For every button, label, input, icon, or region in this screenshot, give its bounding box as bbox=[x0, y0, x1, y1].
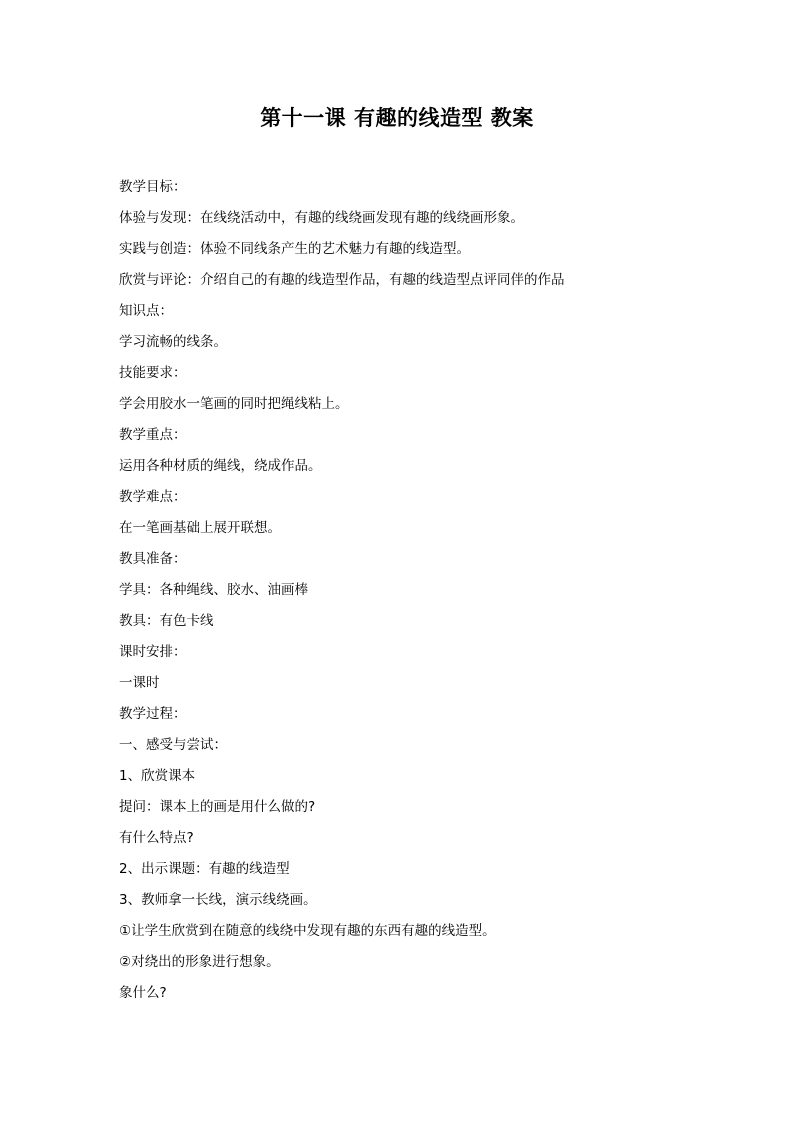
text-line: 教具准备： bbox=[119, 551, 187, 567]
text-line: 1、欣赏课本 bbox=[119, 768, 196, 784]
text-line: 课时安排： bbox=[119, 644, 187, 660]
text-line: ①让学生欣赏到在随意的线绕中发现有趣的东西有趣的线造型。 bbox=[119, 923, 496, 939]
text-line: 有什么特点? bbox=[119, 830, 194, 846]
text-line: 教学目标： bbox=[119, 179, 187, 195]
text-line: ②对绕出的形象进行想象。 bbox=[119, 954, 280, 970]
text-line: 提问：课本上的画是用什么做的? bbox=[119, 799, 316, 815]
text-line: 学习流畅的线条。 bbox=[119, 334, 227, 350]
text-line: 技能要求： bbox=[119, 365, 187, 381]
text-line: 学会用胶水一笔画的同时把绳线粘上。 bbox=[119, 396, 349, 412]
text-line: 教学过程： bbox=[119, 706, 187, 722]
text-line: 教学重点： bbox=[119, 427, 187, 443]
text-line: 2、出示课题：有趣的线造型 bbox=[119, 861, 290, 877]
text-line: 实践与创造：体验不同线条产生的艺术魅力有趣的线造型。 bbox=[119, 241, 470, 257]
text-line: 教具：有色卡线 bbox=[119, 613, 214, 629]
text-line: 象什么? bbox=[119, 985, 167, 1001]
text-line: 教学难点： bbox=[119, 489, 187, 505]
text-line: 一、感受与尝试： bbox=[119, 737, 227, 753]
text-line: 在一笔画基础上展开联想。 bbox=[119, 520, 281, 536]
document-body bbox=[119, 172, 719, 1009]
text-line: 3、教师拿一长线，演示线绕画。 bbox=[119, 892, 317, 908]
text-line: 欣赏与评论：介绍自己的有趣的线造型作品，有趣的线造型点评同伴的作品 bbox=[119, 272, 565, 288]
text-line: 一课时 bbox=[119, 675, 160, 691]
text-line: 体验与发现：在线绕活动中，有趣的线绕画发现有趣的线绕画形象。 bbox=[119, 210, 524, 226]
document-title: 第十一课 有趣的线造型 教案 bbox=[260, 105, 534, 130]
text-line: 知识点： bbox=[119, 303, 173, 319]
text-line: 学具：各种绳线、胶水、油画棒 bbox=[119, 582, 308, 598]
text-line: 运用各种材质的绳线，绕成作品。 bbox=[119, 458, 322, 474]
